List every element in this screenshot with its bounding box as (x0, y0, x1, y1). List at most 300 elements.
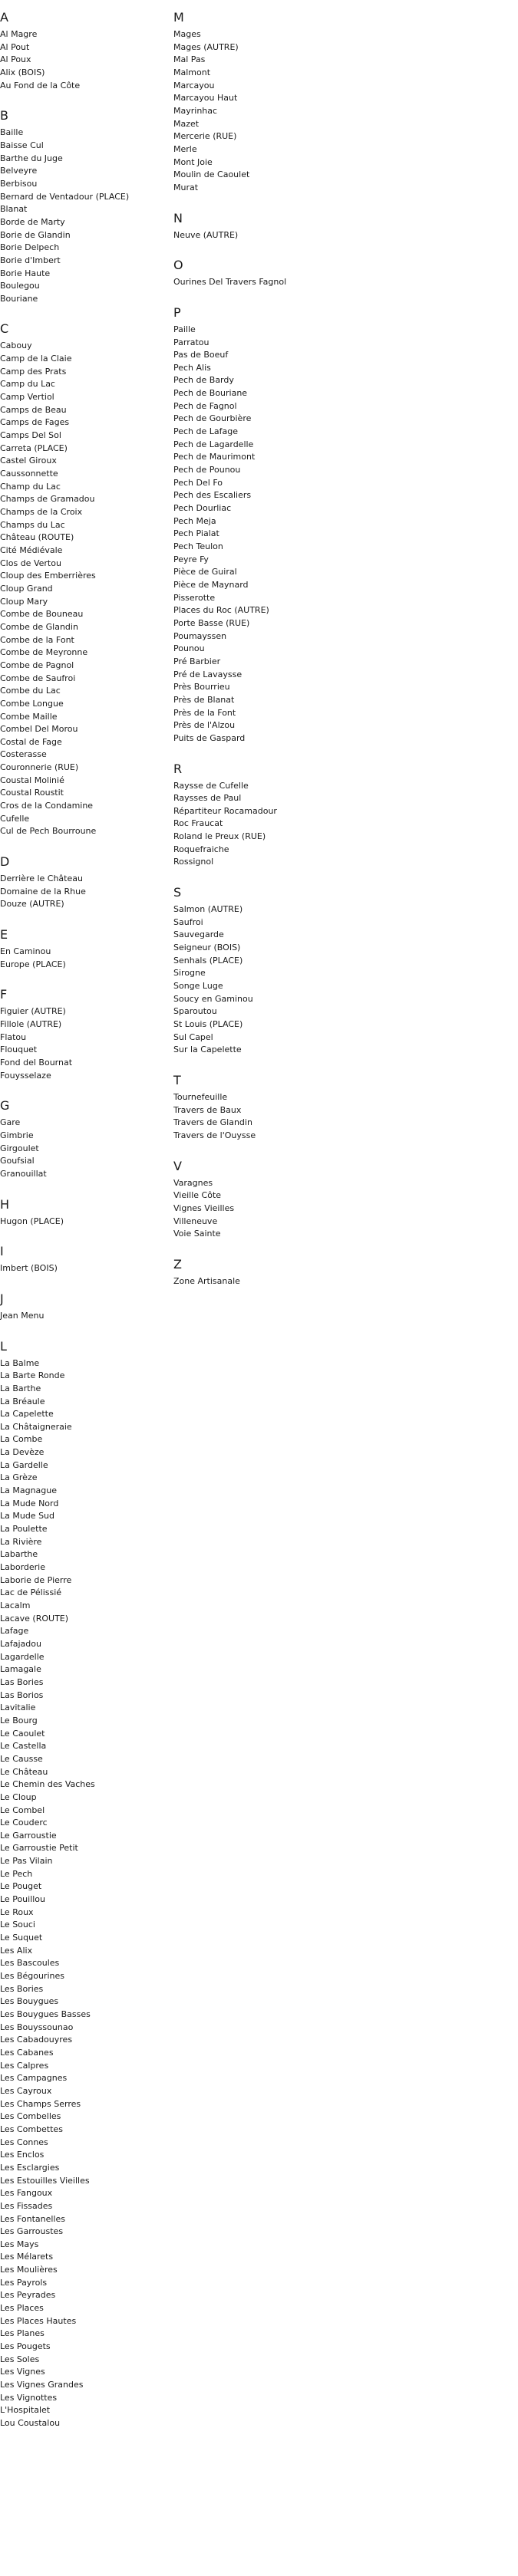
letter-heading: I (0, 1244, 4, 1259)
place-name: Combe de Glandin (0, 621, 78, 632)
place-name: Mazet (173, 118, 200, 129)
place-name: Lamagale (0, 1664, 41, 1675)
letter-section (0, 1097, 169, 1196)
place-name: Pech Del Fo (173, 477, 223, 488)
place-name: Vieille Côte (173, 1190, 222, 1201)
place-name: Les Cayroux (0, 2085, 52, 2096)
place-name: Boulegou (0, 281, 40, 291)
place-name: Les Places (0, 2303, 44, 2314)
place-name: Borie de Glandin (0, 229, 71, 240)
place-name: Baille (0, 127, 24, 138)
place-name: Roland le Preux (RUE) (173, 831, 266, 842)
place-name: Alix (BOIS) (0, 67, 45, 77)
place-name: La Mude Sud (0, 1511, 55, 1522)
place-name: Les Connes (0, 2137, 48, 2147)
place-name: Imbert (BOIS) (0, 1263, 58, 1274)
letter-section (173, 210, 342, 258)
place-name: Les Cabanes (0, 2047, 54, 2058)
place-name: Les Calpres (0, 2060, 49, 2071)
place-list (173, 28, 342, 195)
place-name: Peyre Fy (173, 554, 209, 564)
place-name: Labarthe (0, 1549, 38, 1560)
letter-section (173, 1072, 342, 1158)
place-name: Berbisou (0, 178, 38, 189)
place-name: La Mude Nord (0, 1498, 59, 1508)
place-name: Cité Médiévale (0, 544, 63, 555)
place-name: Lou Coustalou (0, 2418, 61, 2428)
place-name: La Rivière (0, 1536, 42, 1547)
place-name: Les Fissades (0, 2200, 53, 2211)
place-name: Carreta (PLACE) (0, 442, 68, 453)
place-name: Jean Menu (0, 1310, 45, 1321)
place-name: Les Combelles (0, 2111, 61, 2122)
place-name: Pech des Escaliers (173, 490, 252, 501)
place-list (0, 127, 169, 305)
place-name: La Poulette (0, 1524, 48, 1535)
place-name: Les Moulières (0, 2265, 58, 2275)
place-name: Zone Artisanale (173, 1275, 240, 1286)
place-name: Las Bories (0, 1676, 44, 1687)
place-name: Les Peyrades (0, 2290, 56, 2301)
place-name: Saufroi (173, 916, 203, 927)
place-name: Mages (173, 29, 201, 39)
place-name: Le Pech (0, 1868, 33, 1879)
place-name: Les Vignottes (0, 2392, 58, 2403)
letter-section (0, 321, 169, 854)
place-name: Répartiteur Rocamadour (173, 805, 277, 816)
letter-heading: T (173, 1072, 181, 1087)
place-list (0, 1310, 169, 1323)
place-list (173, 903, 342, 1057)
letter-section (173, 1256, 342, 1304)
place-name: Gimbrie (0, 1130, 34, 1140)
place-name: Les Bouygues Basses (0, 2009, 91, 2019)
place-name: Les Garroustes (0, 2226, 64, 2237)
place-name: Lacalm (0, 1601, 31, 1610)
place-name: La Barthe (0, 1383, 41, 1393)
place-name: Varagnes (173, 1177, 213, 1188)
place-name: Coustal Roustit (0, 788, 64, 798)
place-name: Borie Delpech (0, 242, 60, 253)
place-name: Les Vignes Grandes (0, 2380, 84, 2390)
place-name: Les Bories (0, 1983, 44, 1994)
place-name: Les Bascoules (0, 1958, 60, 1969)
place-list (0, 340, 169, 838)
place-name: Le Causse (0, 1753, 43, 1764)
place-name: Le Pouget (0, 1881, 42, 1892)
place-name: Cloup des Emberrières (0, 571, 96, 581)
place-name: Les Pougets (0, 2341, 51, 2352)
place-name: Camps de Beau (0, 404, 67, 415)
letter-section (173, 761, 342, 885)
place-name: Près de la Font (173, 707, 236, 718)
place-name: Barthe du Juge (0, 153, 63, 163)
place-list (173, 324, 342, 745)
letter-heading: N (173, 210, 183, 225)
place-name: Pièce de Maynard (173, 579, 249, 590)
place-name: Castel Giroux (0, 456, 57, 466)
place-name: Marcayou (173, 80, 215, 90)
place-list (0, 1357, 169, 2430)
place-name: Camps Del Sol (0, 430, 61, 441)
place-name: Pech de Lagardelle (173, 439, 254, 449)
place-name: Pech de Maurimont (173, 452, 256, 462)
letter-section (0, 1243, 169, 1291)
place-name: Blanat (0, 204, 28, 215)
letter-heading: B (0, 108, 8, 123)
place-name: Derrière le Château (0, 873, 83, 884)
place-list (173, 1091, 342, 1143)
place-name: Al Poux (0, 54, 31, 65)
place-name: Rossignol (173, 857, 214, 867)
letter-section (0, 1338, 169, 2446)
place-name: Les Bégourines (0, 1971, 64, 1982)
place-name: Fond del Bournat (0, 1057, 73, 1068)
place-name: Borie d'Imbert (0, 255, 61, 265)
place-name: Tournefeuille (173, 1091, 228, 1102)
place-name: Travers de l'Ouysse (173, 1130, 256, 1140)
place-name: En Caminou (0, 946, 51, 957)
place-name: Le Castella (0, 1741, 47, 1752)
place-name: Camps de Fages (0, 417, 70, 428)
place-name: Borie Haute (0, 268, 51, 278)
letter-section (0, 9, 169, 107)
place-name: Les Fangoux (0, 2188, 53, 2199)
place-name: Puits de Gaspard (173, 732, 246, 743)
place-list (0, 1005, 169, 1082)
place-name: Le Souci (0, 1920, 35, 1930)
place-name: Bouriane (0, 293, 38, 304)
place-name: Al Pout (0, 41, 30, 52)
letter-heading: V (173, 1158, 182, 1173)
place-list (0, 1216, 169, 1229)
place-name: Raysse de Cufelle (173, 780, 249, 791)
place-name: Poumayssen (173, 630, 227, 641)
letter-section (173, 9, 342, 210)
place-name: Les Alix (0, 1945, 33, 1956)
place-name: St Louis (PLACE) (173, 1019, 243, 1029)
place-name: Les Planes (0, 2328, 45, 2339)
place-name: Combe de Bouneau (0, 609, 84, 620)
place-name: Mages (AUTRE) (173, 41, 239, 52)
place-name: Lac de Pélissié (0, 1587, 62, 1598)
letter-heading: E (0, 927, 8, 943)
letter-section (173, 1158, 342, 1256)
letter-section (173, 257, 342, 304)
place-name: Pisserotte (173, 592, 216, 603)
place-name: Les Vignes (0, 2367, 45, 2377)
place-name: Camp du Lac (0, 379, 55, 390)
place-name: Combe Maille (0, 711, 58, 722)
place-name: Flatou (0, 1031, 27, 1042)
place-name: Les Esclargies (0, 2162, 60, 2173)
place-list (0, 946, 169, 971)
place-name: Couronnerie (RUE) (0, 762, 79, 773)
place-name: Borde de Marty (0, 216, 65, 227)
place-name: Sirogne (173, 968, 206, 979)
place-name: La Châtaigneraie (0, 1421, 72, 1432)
place-name: Las Borios (0, 1689, 44, 1700)
place-name: Lagardelle (0, 1651, 45, 1662)
place-name: Le Bourg (0, 1715, 38, 1726)
place-name: Figuier (AUTRE) (0, 1006, 66, 1017)
place-name: Merle (173, 143, 197, 154)
place-name: Pech Teulon (173, 541, 223, 551)
place-name: Combe de la Font (0, 634, 74, 645)
place-name: Granouillat (0, 1168, 47, 1179)
place-name: Les Payrols (0, 2277, 48, 2288)
place-name: Cul de Pech Bourroune (0, 826, 97, 837)
place-name: Le Pouillou (0, 1894, 46, 1905)
letter-heading: H (0, 1196, 10, 1212)
letter-heading: J (0, 1291, 4, 1306)
place-name: Les Estouilles Vieilles (0, 2175, 90, 2186)
letter-heading: Z (173, 1256, 182, 1272)
place-list (0, 1117, 169, 1180)
place-name: Combe de Saufroi (0, 673, 76, 683)
letter-section (173, 304, 342, 761)
place-name: Bernard de Ventadour (PLACE) (0, 191, 130, 202)
place-name: Costerasse (0, 749, 47, 760)
place-list (173, 229, 342, 242)
place-name: Pech de Lafage (173, 426, 239, 437)
place-name: Les Enclos (0, 2150, 45, 2160)
place-name: Belveyre (0, 166, 38, 176)
place-name: Clos de Vertou (0, 558, 61, 568)
place-name: La Grèze (0, 1472, 38, 1483)
place-name: La Magnague (0, 1485, 58, 1496)
place-name: Pech Pialat (173, 528, 219, 539)
place-name: Les Bouyssounao (0, 2022, 74, 2032)
letter-section (0, 986, 169, 1097)
place-name: Camp de la Claie (0, 354, 72, 364)
place-name: Fillole (AUTRE) (0, 1019, 62, 1029)
place-name: Les Champs Serres (0, 2098, 81, 2109)
place-name: Roquefraiche (173, 844, 229, 854)
place-name: Le Cloup (0, 1791, 37, 1802)
place-name: Laborderie (0, 1562, 46, 1573)
place-name: Sur la Capelette (173, 1045, 242, 1055)
place-name: La Devèze (0, 1447, 45, 1458)
place-name: Mal Pas (173, 54, 206, 65)
right-column (173, 9, 342, 1304)
place-name: Au Fond de la Côte (0, 80, 81, 90)
place-list (173, 780, 342, 870)
place-name: Les Combettes (0, 2124, 63, 2134)
place-name: Le Chemin des Vaches (0, 1779, 95, 1790)
place-name: Vignes Vieilles (173, 1202, 235, 1213)
place-name: Sparoutou (173, 1006, 217, 1017)
place-name: Hugon (PLACE) (0, 1216, 64, 1226)
place-name: Gare (0, 1117, 21, 1128)
place-name: La Balme (0, 1357, 40, 1368)
place-name: Pech de Gourbière (173, 413, 252, 424)
place-name: Château (ROUTE) (0, 532, 74, 543)
place-name: Les Cabadouyres (0, 2035, 73, 2045)
letter-heading: F (0, 987, 8, 1002)
place-name: Seigneur (BOIS) (173, 943, 241, 953)
place-list (173, 1177, 342, 1241)
place-name: La Barte Ronde (0, 1370, 65, 1381)
place-name: Raysses de Paul (173, 793, 242, 804)
place-name: Cabouy (0, 341, 32, 351)
place-name: Mayrinhac (173, 105, 218, 116)
place-name: Songe Luge (173, 981, 223, 992)
place-name: Sul Capel (173, 1031, 213, 1042)
place-name: Champs de la Croix (0, 507, 83, 517)
place-name: Goufsial (0, 1156, 35, 1166)
place-name: Pech de Pounou (173, 465, 241, 475)
place-name: Près de Blanat (173, 694, 235, 705)
letter-heading: G (0, 1098, 10, 1114)
place-name: Lacave (ROUTE) (0, 1613, 69, 1624)
place-name: Europe (PLACE) (0, 959, 66, 969)
place-list (0, 1262, 169, 1275)
place-name: Cros de la Condamine (0, 801, 94, 811)
place-name: Les Mays (0, 2239, 39, 2249)
place-name: Places du Roc (AUTRE) (173, 605, 269, 616)
place-name: Combe de Pagnol (0, 660, 74, 670)
place-name: Les Soles (0, 2354, 40, 2364)
place-name: Lafajadou (0, 1638, 41, 1649)
place-name: Marcayou Haut (173, 93, 238, 104)
place-name: Pech de Fagnol (173, 400, 237, 411)
letter-heading: S (173, 885, 182, 900)
letter-heading: O (173, 258, 183, 273)
place-name: Le Garroustie (0, 1830, 57, 1841)
place-name: Paille (173, 324, 196, 334)
letter-section (0, 107, 169, 321)
place-name: Porte Basse (RUE) (173, 617, 250, 628)
place-name: Roc Fraucat (173, 818, 223, 829)
place-name: Cufelle (0, 813, 30, 824)
place-name: Champ du Lac (0, 481, 61, 492)
place-name: Champs de Gramadou (0, 494, 95, 505)
place-list (173, 276, 342, 289)
place-name: Domaine de la Rhue (0, 886, 86, 897)
place-name: Combel Del Morou (0, 724, 78, 735)
place-name: Le Suquet (0, 1933, 43, 1943)
place-name: Caussonnette (0, 469, 58, 479)
place-name: Douze (AUTRE) (0, 899, 64, 910)
place-name: Pech Meja (173, 515, 216, 526)
place-list (0, 28, 169, 92)
place-name: Laborie de Pierre (0, 1574, 72, 1585)
letter-heading: D (0, 854, 10, 870)
place-name: Cloup Mary (0, 596, 48, 607)
place-name: Pech Dourliac (173, 503, 232, 514)
place-name: Près Bourrieu (173, 682, 230, 693)
place-name: Pech Alis (173, 362, 211, 373)
place-name: La Combe (0, 1434, 43, 1445)
place-name: Les Bouygues (0, 1996, 59, 2007)
place-name: L'Hospitalet (0, 2405, 51, 2416)
place-name: Le Roux (0, 1907, 34, 1917)
place-name: Pré de Lavaysse (173, 669, 243, 679)
letter-heading: C (0, 321, 9, 337)
place-name: Les Places Hautes (0, 2315, 77, 2326)
place-name: Parratou (173, 337, 210, 347)
place-name: Camp des Prats (0, 366, 67, 377)
place-name: Lafage (0, 1626, 29, 1637)
letter-section (0, 1196, 169, 1244)
place-name: Al Magre (0, 29, 38, 39)
place-name: Pas de Boeuf (173, 350, 229, 360)
place-name: Près de l'Alzou (173, 720, 236, 731)
place-name: Combe Longue (0, 698, 64, 709)
place-name: Salmon (AUTRE) (173, 904, 243, 915)
place-name: Travers de Baux (173, 1104, 242, 1115)
left-column (0, 9, 169, 2446)
place-name: Sauvegarde (173, 929, 224, 940)
letter-section (0, 926, 169, 986)
place-name: Les Campagnes (0, 2073, 68, 2084)
place-name: Combe du Lac (0, 686, 61, 696)
place-name: Pièce de Guiral (173, 567, 237, 577)
place-name: Le Combel (0, 1805, 45, 1815)
place-name: Le Garroustie Petit (0, 1843, 78, 1854)
place-name: Cloup Grand (0, 583, 53, 594)
place-name: Girgoulet (0, 1143, 39, 1153)
place-name: Villeneuve (173, 1216, 218, 1226)
place-name: Camp Vertiol (0, 392, 54, 403)
place-name: Travers de Glandin (173, 1117, 252, 1128)
place-name: Lavitalie (0, 1703, 36, 1713)
place-name: Pounou (173, 643, 205, 654)
place-name: Mont Joie (173, 156, 213, 167)
letter-section (173, 884, 342, 1072)
place-name: Le Couderc (0, 1818, 48, 1828)
place-name: Murat (173, 182, 199, 192)
letter-heading: R (173, 761, 183, 776)
place-name: Champs du Lac (0, 519, 65, 530)
place-name: La Gardelle (0, 1459, 48, 1470)
place-name: Les Mélarets (0, 2252, 54, 2262)
place-name: Soucy en Gaminou (173, 993, 253, 1004)
place-name: Les Fontanelles (0, 2213, 65, 2224)
place-name: Malmont (173, 67, 211, 77)
place-name: La Bréaule (0, 1396, 45, 1406)
place-name: Neuve (AUTRE) (173, 229, 239, 240)
place-name: Senhals (PLACE) (173, 955, 243, 966)
letter-section (0, 854, 169, 926)
place-name: Fouysselaze (0, 1070, 51, 1081)
place-list (0, 873, 169, 911)
place-name: Coustal Molinié (0, 775, 64, 785)
letter-heading: L (0, 1338, 7, 1354)
letter-heading: M (173, 10, 184, 25)
letter-heading: A (0, 10, 8, 25)
place-name: Costal de Fage (0, 736, 62, 747)
place-name: Le Pas Vilain (0, 1856, 53, 1867)
place-name: Flouquet (0, 1045, 38, 1055)
place-name: Ourines Del Travers Fagnol (173, 277, 287, 288)
place-name: Combe de Meyronne (0, 647, 88, 658)
letter-section (0, 1291, 169, 1338)
place-list (173, 1275, 342, 1288)
place-name: Le Château (0, 1766, 48, 1777)
place-name: Pech de Bardy (173, 375, 234, 386)
place-name: Baisse Cul (0, 140, 44, 150)
place-name: Pech de Bouriane (173, 388, 248, 399)
letter-heading: P (173, 304, 181, 320)
place-name: Voie Sainte (173, 1229, 221, 1239)
place-name: La Capelette (0, 1409, 54, 1420)
place-name: Pré Barbier (173, 656, 221, 666)
place-name: Mercerie (RUE) (173, 131, 237, 142)
place-name: Moulin de Caoulet (173, 169, 250, 180)
place-name: Le Caoulet (0, 1728, 45, 1739)
